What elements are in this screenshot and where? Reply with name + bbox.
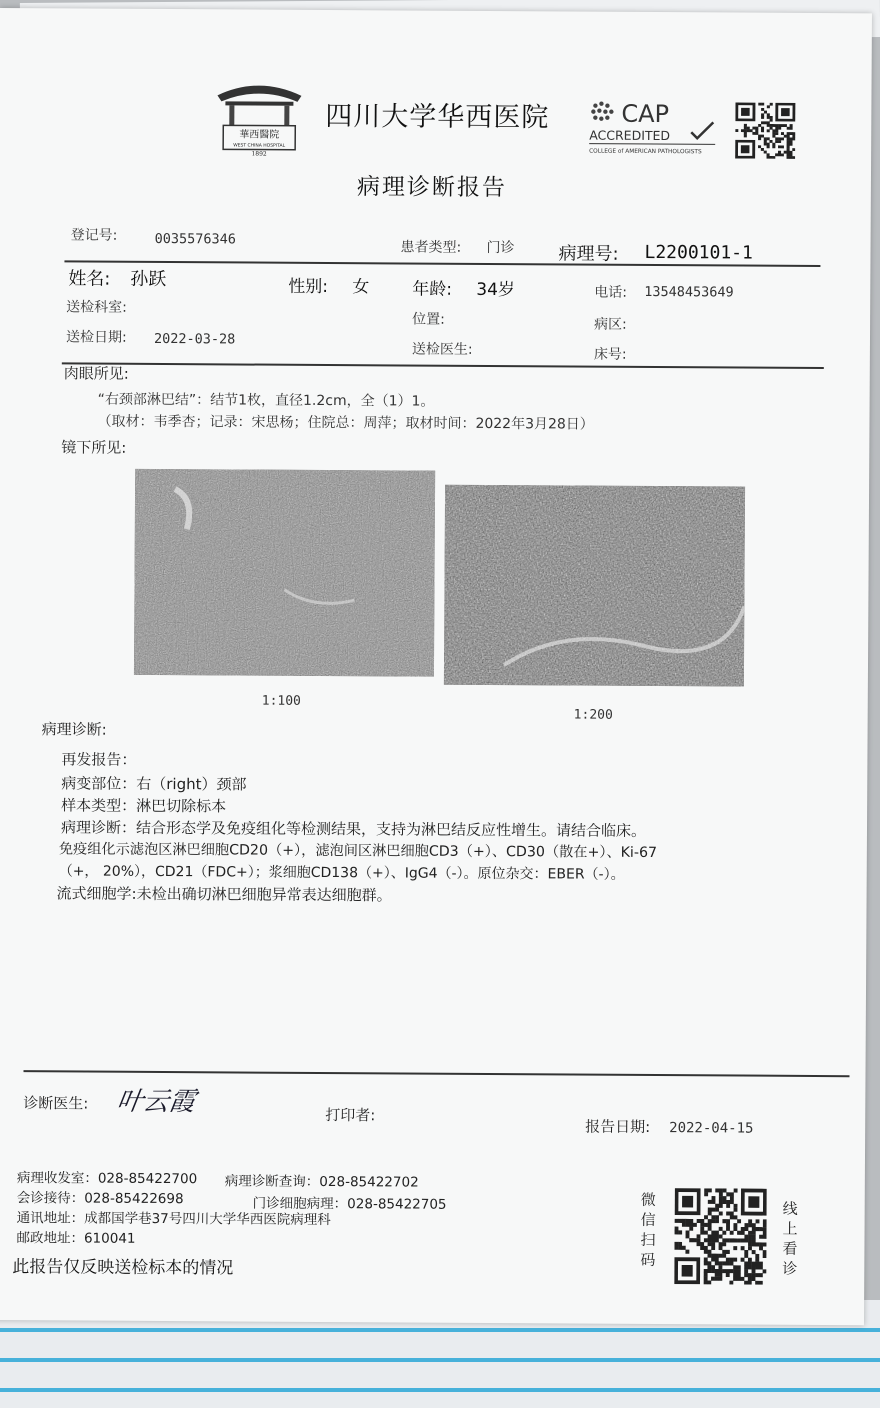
diagnosing-doctor-label: 诊断医生: — [23, 1094, 89, 1113]
footer-consult-phone: 会诊接待：028-85422698 — [16, 1190, 184, 1208]
name-label: 姓名: — [68, 268, 111, 290]
gross-title: 肉眼所见: — [63, 364, 129, 383]
diagnosis-line-4: 病理诊断：结合形态学及免疫组化等检测结果，支持为淋巴结反应性增生。请结合临床。 — [60, 818, 647, 840]
svg-text:CAP: CAP — [621, 99, 670, 129]
sex-label: 性别: — [288, 276, 329, 298]
gross-line-2: （取材：韦季杏；记录：宋思杨；住院总：周萍；取材时间：2022年3月28日） — [97, 413, 594, 433]
diagnosis-line-3: 样本类型：淋巴切除标本 — [61, 796, 227, 816]
dept-label: 送检科室: — [66, 299, 127, 316]
svg-text:WEST CHINA HOSPITAL: WEST CHINA HOSPITAL — [233, 143, 286, 149]
signoff-rule — [24, 1070, 850, 1077]
diagnosis-line-7: 流式细胞学:未检出确切淋巴细胞异常表达细胞群。 — [56, 884, 392, 905]
svg-text:1892: 1892 — [251, 150, 267, 158]
reg-value: 0035576346 — [154, 230, 236, 248]
footer-postcode: 邮政地址：610041 — [16, 1230, 136, 1247]
age-label: 年龄: — [412, 279, 453, 300]
date-label: 送检日期: — [65, 329, 127, 346]
qr-code-icon — [735, 102, 795, 158]
micro-title: 镜下所见: — [61, 438, 127, 457]
diagnosis-title: 病理诊断: — [41, 720, 107, 739]
date-value: 2022-03-28 — [153, 330, 236, 348]
name-value: 孙跃 — [130, 268, 167, 291]
caption-100x: 1:100 — [261, 693, 301, 709]
wechat-scan-label: 微 信 扫 码 — [640, 1190, 656, 1270]
diagnosis-line-6: （+， 20%），CD21（FDC+）；浆细胞CD138（+）、IgG4（-）。原位杂交：EBER（-）。 — [58, 863, 625, 883]
doctor-signature: 叶云霞 — [114, 1086, 198, 1118]
patient-type-value: 门诊 — [486, 239, 515, 257]
footer-query-phone: 病理诊断查询：028-85422702 — [224, 1173, 419, 1191]
micrograph-200x — [444, 485, 745, 687]
patient-type-label: 患者类型: — [400, 239, 462, 256]
pathology-number-value: L2200101-1 — [644, 241, 753, 264]
report-date-value: 2022-04-15 — [669, 1120, 754, 1137]
doctor-label: 送检医生: — [411, 341, 473, 358]
hospital-logo — [213, 79, 305, 158]
footer-receipt-phone: 病理收发室：028-85422700 — [16, 1170, 198, 1188]
svg-text:ACCREDITED: ACCREDITED — [589, 127, 671, 144]
ward-label: 病区: — [594, 316, 627, 333]
micrograph-100x — [134, 469, 435, 677]
diagnosis-line-1: 再发报告： — [61, 750, 137, 769]
cap-accredited-logo — [587, 98, 719, 159]
report-paper — [0, 8, 872, 1325]
diagnosis-line-2: 病变部位：右（right）颈部 — [61, 774, 247, 794]
age-value: 34岁 — [476, 279, 515, 301]
svg-text:華西醫院: 華西醫院 — [239, 129, 280, 141]
footer-address: 通讯地址：成都国学巷37号四川大学华西医院病理科 — [16, 1210, 331, 1229]
printer-label: 打印者: — [325, 1106, 376, 1125]
position-label: 位置: — [412, 311, 445, 328]
phone-value: 13548453649 — [644, 283, 734, 301]
bed-label: 床号: — [593, 346, 627, 363]
caption-200x: 1:200 — [573, 707, 613, 723]
online-consult-label: 线 上 看 诊 — [782, 1199, 798, 1278]
diagnosis-line-5: 免疫组化示滤泡区淋巴细胞CD20（+），滤泡间区淋巴细胞CD3（+）、CD30（散在+）、Ki-67 — [58, 841, 658, 862]
phone-label: 电话: — [594, 284, 628, 301]
gross-line-1: “右颈部淋巴结”：结节1枚，直径1.2cm，全（1）1。 — [97, 391, 435, 410]
svg-text:COLLEGE of AMERICAN PATHOLOGIS: COLLEGE of AMERICAN PATHOLOGISTS — [589, 148, 702, 156]
report-date-label: 报告日期: — [585, 1117, 651, 1136]
meta-rule — [62, 362, 824, 368]
footer-cytology-phone: 门诊细胞病理：028-85422705 — [252, 1195, 447, 1213]
disclaimer: 此报告仅反映送检标本的情况 — [12, 1257, 234, 1279]
reg-label: 登记号: — [70, 227, 118, 244]
report-title: 病理诊断报告 — [356, 174, 507, 202]
pathology-number-label: 病理号: — [558, 243, 619, 265]
hospital-name: 四川大学华西医院 — [325, 100, 550, 134]
sex-value: 女 — [352, 277, 370, 298]
wechat-qr-code-icon[interactable] — [674, 1188, 767, 1285]
